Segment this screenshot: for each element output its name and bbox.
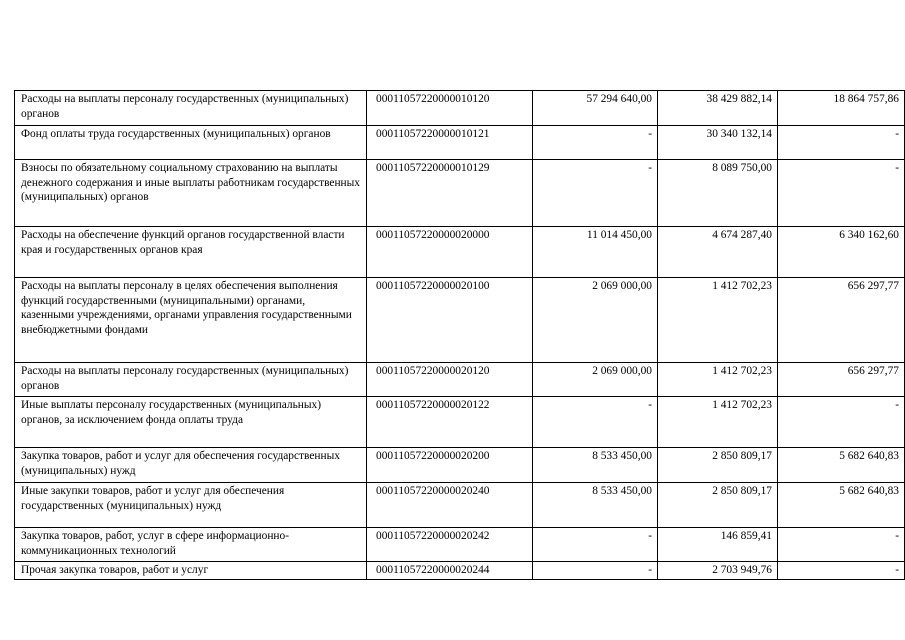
row-approved: -	[533, 160, 658, 227]
row-executed: 8 089 750,00	[658, 160, 778, 227]
row-unexecuted: -	[778, 126, 905, 160]
table-row	[15, 363, 905, 397]
row-approved: -	[533, 126, 658, 160]
row-code: 00011057220000020200	[367, 448, 533, 483]
row-code: 00011057220000020120	[367, 363, 533, 397]
row-name: Расходы на выплаты персоналу государственных (муниципальных) органов	[15, 363, 367, 397]
table-row	[15, 126, 905, 160]
row-code: 00011057220000010121	[367, 126, 533, 160]
row-executed: 1 412 702,23	[658, 278, 778, 363]
row-executed: 146 859,41	[658, 528, 778, 562]
table-body	[15, 91, 905, 580]
row-name: Фонд оплаты труда государственных (муниципальных) органов	[15, 126, 367, 160]
row-approved: -	[533, 528, 658, 562]
row-approved: 2 069 000,00	[533, 363, 658, 397]
row-code: 00011057220000020242	[367, 528, 533, 562]
table-row	[15, 278, 905, 363]
table-row	[15, 397, 905, 448]
row-unexecuted: -	[778, 528, 905, 562]
table-row	[15, 91, 905, 126]
row-name: Закупка товаров, работ и услуг для обеспечения государственных (муниципальных) нужд	[15, 448, 367, 483]
row-name: Взносы по обязательному социальному страхованию на выплаты денежного содержания и иные выплаты работникам государственных (муниципальных) органов	[15, 160, 367, 227]
row-code: 00011057220000020240	[367, 483, 533, 528]
row-name: Закупка товаров, работ, услуг в сфере информационно-коммуникационных технологий	[15, 528, 367, 562]
row-approved: 8 533 450,00	[533, 448, 658, 483]
row-approved: -	[533, 397, 658, 448]
table-row	[15, 528, 905, 562]
row-unexecuted: 5 682 640,83	[778, 448, 905, 483]
row-name: Расходы на выплаты персоналу в целях обеспечения выполнения функций государственными (муниципальными) органами, казенными учреждениями, органами управления государственными внебюджетными фондами	[15, 278, 367, 363]
row-approved: 8 533 450,00	[533, 483, 658, 528]
row-unexecuted: -	[778, 397, 905, 448]
row-executed: 38 429 882,14	[658, 91, 778, 126]
row-code: 00011057220000020244	[367, 562, 533, 580]
row-unexecuted: 656 297,77	[778, 278, 905, 363]
row-code: 00011057220000020100	[367, 278, 533, 363]
row-executed: 4 674 287,40	[658, 227, 778, 278]
row-name: Расходы на обеспечение функций органов государственной власти края и государственных органов края	[15, 227, 367, 278]
row-approved: 2 069 000,00	[533, 278, 658, 363]
row-name: Иные закупки товаров, работ и услуг для обеспечения государственных (муниципальных) нужд	[15, 483, 367, 528]
row-unexecuted: -	[778, 160, 905, 227]
row-name: Иные выплаты персоналу государственных (муниципальных) органов, за исключением фонда оплаты труда	[15, 397, 367, 448]
row-executed: 30 340 132,14	[658, 126, 778, 160]
row-name: Прочая закупка товаров, работ и услуг	[15, 562, 367, 580]
row-code: 00011057220000010129	[367, 160, 533, 227]
row-unexecuted: 656 297,77	[778, 363, 905, 397]
row-executed: 1 412 702,23	[658, 397, 778, 448]
table-row	[15, 483, 905, 528]
row-executed: 2 850 809,17	[658, 448, 778, 483]
row-unexecuted: 18 864 757,86	[778, 91, 905, 126]
row-unexecuted: 6 340 162,60	[778, 227, 905, 278]
table-row	[15, 562, 905, 580]
row-code: 00011057220000020122	[367, 397, 533, 448]
budget-execution-table	[14, 90, 905, 580]
table-row	[15, 227, 905, 278]
row-executed: 1 412 702,23	[658, 363, 778, 397]
row-code: 00011057220000010120	[367, 91, 533, 126]
row-approved: 57 294 640,00	[533, 91, 658, 126]
row-executed: 2 703 949,76	[658, 562, 778, 580]
row-code: 00011057220000020000	[367, 227, 533, 278]
row-executed: 2 850 809,17	[658, 483, 778, 528]
table-row	[15, 160, 905, 227]
row-approved: -	[533, 562, 658, 580]
row-name: Расходы на выплаты персоналу государственных (муниципальных) органов	[15, 91, 367, 126]
row-unexecuted: -	[778, 562, 905, 580]
row-approved: 11 014 450,00	[533, 227, 658, 278]
row-unexecuted: 5 682 640,83	[778, 483, 905, 528]
table-row	[15, 448, 905, 483]
